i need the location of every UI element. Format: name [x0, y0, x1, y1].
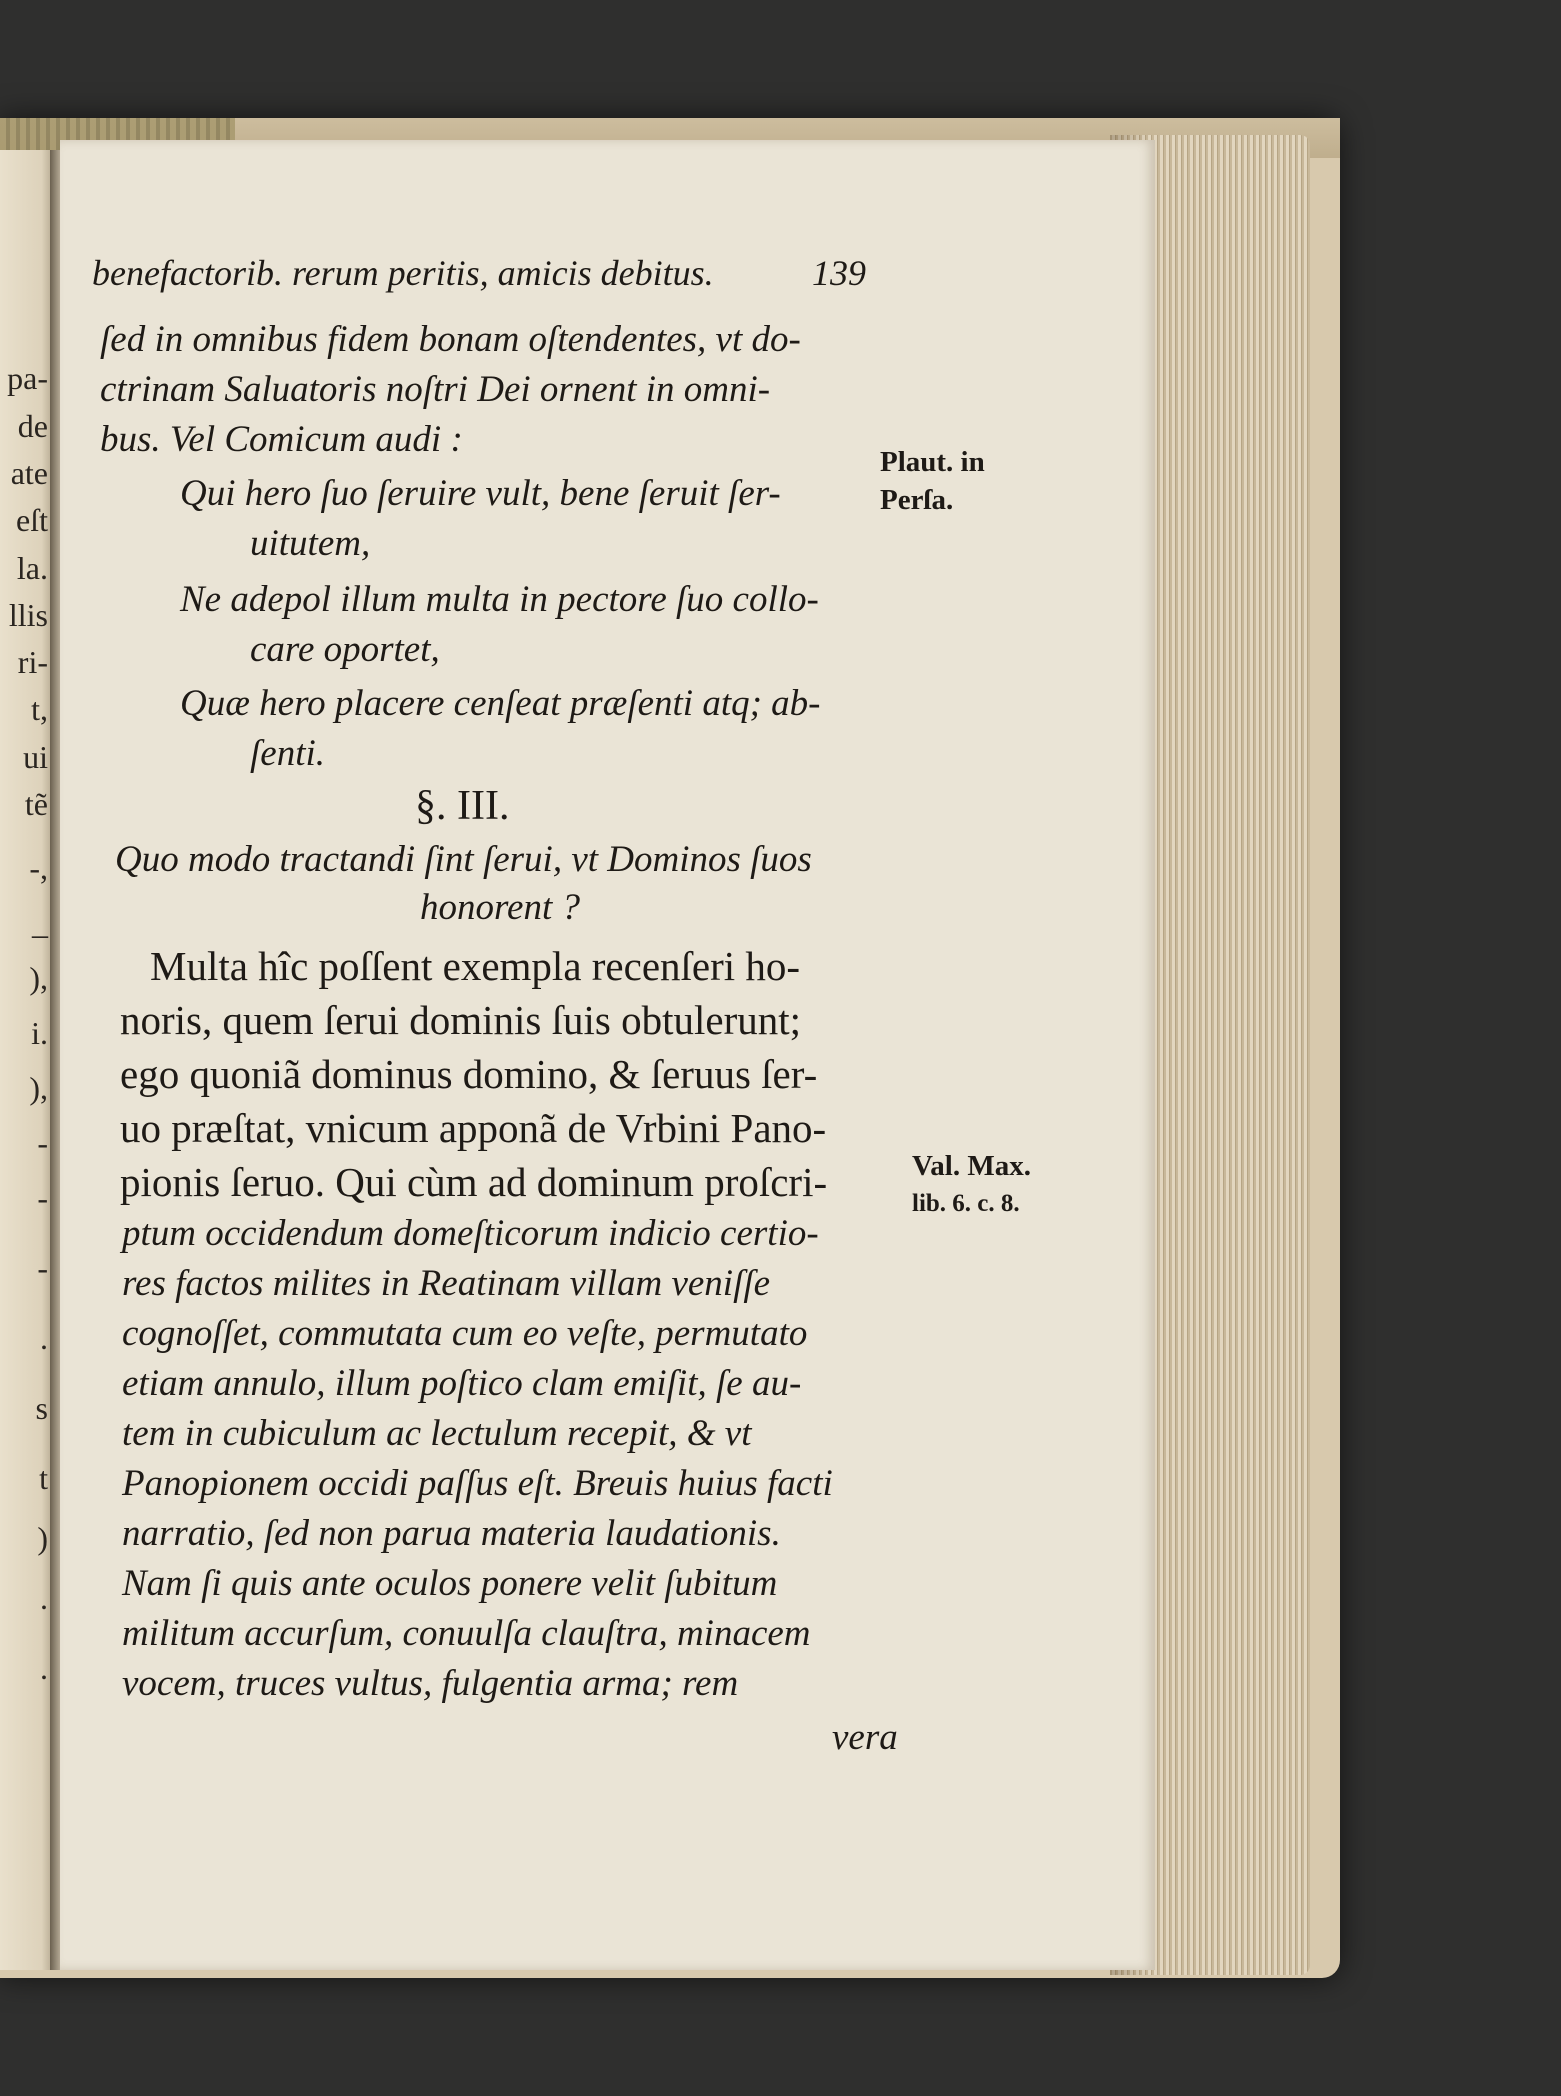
- margin-note: Perſa.: [880, 484, 954, 516]
- left-fragment: .: [40, 1320, 48, 1356]
- body-line: uo præſtat, vnicum apponã de Vrbini Pano-: [120, 1105, 827, 1151]
- left-fragment: ate: [10, 455, 48, 491]
- left-fragment: tẽ: [24, 786, 48, 822]
- text-line: ſed in omnibus fidem bonam oſtendentes, vt do-: [100, 319, 801, 360]
- left-fragment: llis: [8, 597, 48, 633]
- body-line: res factos milites in Reatinam villam veniſſe: [122, 1263, 771, 1304]
- section-title-continued: honorent ?: [420, 887, 580, 928]
- verse-line: Quæ hero placere cenſeat præſenti atq; ab-: [180, 683, 821, 724]
- left-fragment: _: [32, 905, 48, 941]
- body-line: cognoſſet, commutata cum eo veſte, permutato: [122, 1313, 808, 1354]
- body-line: narratio, ſed non parua materia laudationis.: [122, 1513, 781, 1554]
- body-line: Multa hîc poſſent exempla recenſeri ho-: [150, 943, 801, 989]
- left-fragment: -: [37, 1250, 48, 1286]
- margin-note: Val. Max.: [912, 1150, 1031, 1182]
- section-number: §. III.: [415, 783, 510, 829]
- left-fragment: .: [40, 1580, 48, 1616]
- body-line: ego quoniã dominus domino, & ſeruus ſer-: [120, 1051, 818, 1097]
- body-line: militum accurſum, conuulſa clauſtra, minacem: [122, 1613, 811, 1654]
- left-fragment: ),: [29, 960, 48, 996]
- left-fragment: ui: [23, 739, 48, 775]
- verse-line: uitutem,: [250, 523, 371, 564]
- body-line: etiam annulo, illum poſtico clam emiſit, ſe au-: [122, 1363, 802, 1404]
- running-title: benefactorib. rerum peritis, amicis debitus.: [92, 253, 714, 293]
- body-line: pionis ſeruo. Qui cùm ad dominum proſcri-: [120, 1159, 828, 1205]
- body-line: vocem, truces vultus, fulgentia arma; rem: [122, 1663, 739, 1704]
- left-fragment: -,: [29, 850, 48, 886]
- left-fragment: t,: [31, 691, 48, 727]
- left-fragment: ri-: [17, 644, 48, 680]
- left-fragment: -: [37, 1125, 48, 1161]
- verse-line: Ne adepol illum multa in pectore ſuo collo-: [180, 579, 819, 620]
- left-fragment: t: [39, 1460, 48, 1496]
- left-fragment: i.: [31, 1015, 48, 1051]
- catchword: vera: [832, 1717, 898, 1758]
- left-fragment: -: [37, 1180, 48, 1216]
- body-line: Nam ſi quis ante oculos ponere velit ſubitum: [122, 1563, 778, 1604]
- margin-note: lib. 6. c. 8.: [912, 1190, 1020, 1217]
- text-line: bus. Vel Comicum audi :: [100, 419, 463, 460]
- verse-line: Qui hero ſuo ſeruire vult, bene ſeruit ſer-: [180, 473, 781, 514]
- margin-note: Plaut. in: [880, 446, 985, 478]
- page-number: 139: [812, 253, 866, 293]
- left-fragment: ): [37, 1520, 48, 1556]
- section-title: Quo modo tractandi ſint ſerui, vt Dominos ſuos: [115, 839, 812, 880]
- body-line: noris, quem ſerui dominis ſuis obtulerunt;: [120, 997, 802, 1043]
- left-fragment: la.: [16, 550, 48, 586]
- left-fragment: s: [35, 1390, 48, 1426]
- body-line: Panopionem occidi paſſus eſt. Breuis huius facti: [122, 1463, 833, 1504]
- text-line: ctrinam Saluatoris noſtri Dei ornent in omni-: [100, 369, 771, 410]
- left-fragment: eſt: [16, 502, 48, 538]
- left-fragment: pa-: [7, 360, 48, 396]
- left-fragment: .: [40, 1650, 48, 1686]
- left-page-edge: [0, 150, 52, 1970]
- left-fragment: de: [17, 408, 48, 444]
- verse-line: care oportet,: [250, 629, 440, 670]
- verse-line: ſenti.: [250, 733, 326, 774]
- body-line: ptum occidendum domeſticorum indicio certio-: [122, 1213, 819, 1254]
- left-fragment: ),: [29, 1070, 48, 1106]
- body-line: tem in cubiculum ac lectulum recepit, & vt: [122, 1413, 752, 1454]
